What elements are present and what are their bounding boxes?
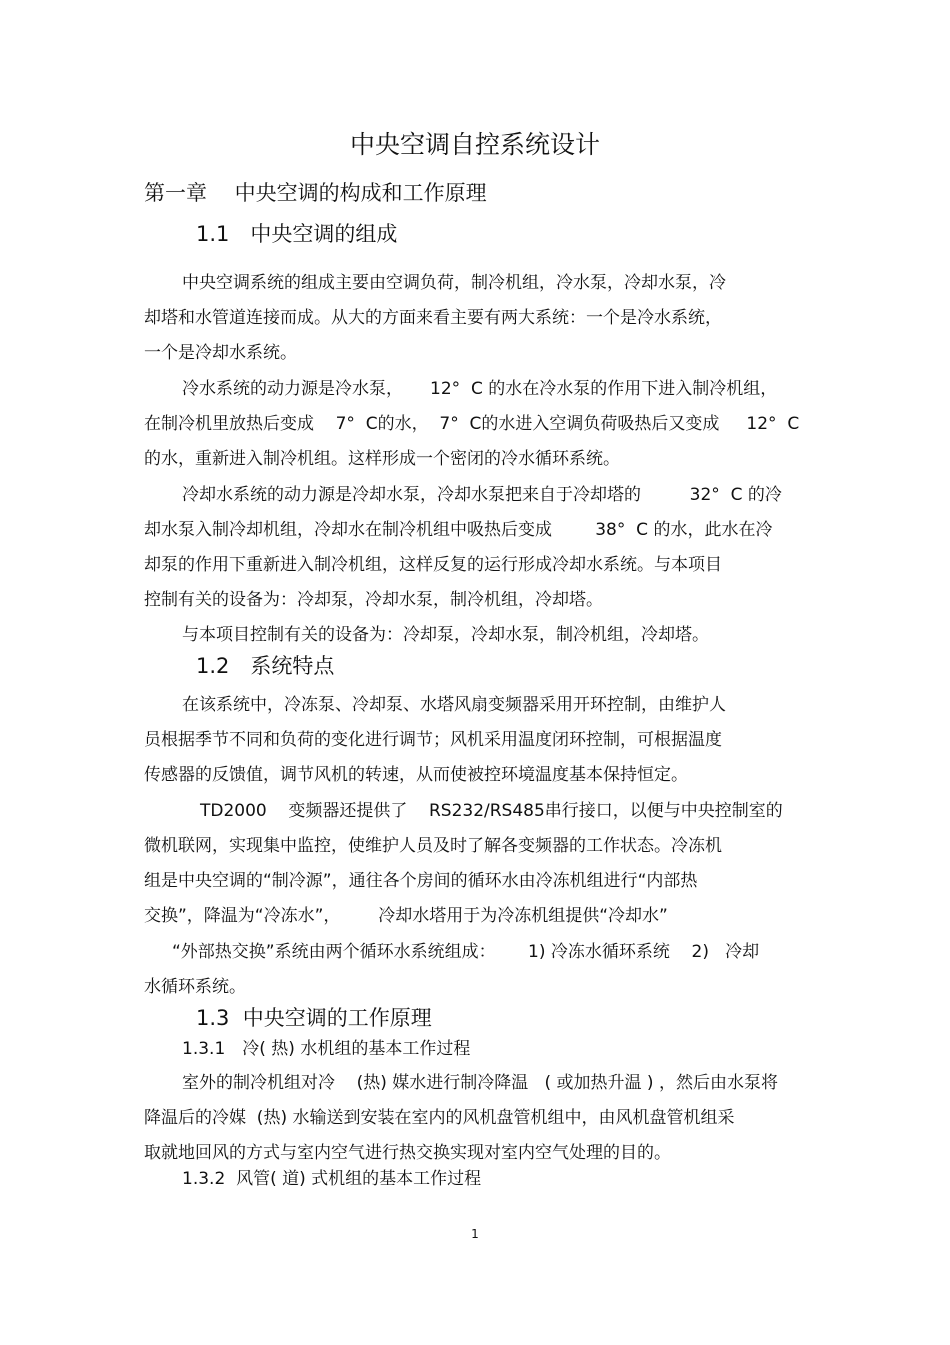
paragraph-line: 组是中央空调的“制冷源”，通往各个房间的循环水由冷冻机组进行“内部热 — [144, 871, 698, 891]
paragraph-line: “外部热交换”系统由两个循环水系统组成： 1) 冷冻水循环系统 2) 冷却 — [172, 942, 760, 962]
paragraph-line: 控制有关的设备为：冷却泵，冷却水泵，制冷机组，冷却塔。 — [144, 590, 603, 610]
page-number: 1 — [471, 1227, 479, 1241]
paragraph-line: 中央空调系统的组成主要由空调负荷，制冷机组，冷水泵，冷却水泵，冷 — [182, 273, 726, 293]
paragraph-line: 却水泵入制冷却机组，冷却水在制冷机组中吸热后变成 38° C 的水，此水在冷 — [144, 520, 773, 540]
section-heading-1-2: 1.2 系统特点 — [196, 654, 335, 678]
paragraph-line: 降温后的冷媒 (热) 水输送到安装在室内的风机盘管机组中，由风机盘管机组采 — [144, 1108, 735, 1128]
paragraph-line: 在制冷机里放热后变成 7° C的水， 7° C的水进入空调负荷吸热后又变成 12° C — [144, 414, 800, 434]
paragraph-line: 微机联网，实现集中监控，使维护人员及时了解各变频器的工作状态。冷冻机 — [144, 836, 722, 856]
paragraph-line: 取就地回风的方式与室内空气进行热交换实现对室内空气处理的目的。 — [144, 1143, 671, 1163]
document-title: 中央空调自控系统设计 — [349, 130, 600, 159]
paragraph-line: 员根据季节不同和负荷的变化进行调节；风机采用温度闭环控制，可根据温度 — [144, 730, 722, 750]
section-heading-1-1: 1.1 中央空调的组成 — [196, 222, 398, 246]
paragraph-line: 水循环系统。 — [144, 977, 246, 997]
paragraph-line: 传感器的反馈值，调节风机的转速，从而使被控环境温度基本保持恒定。 — [144, 765, 688, 785]
paragraph-line: 却泵的作用下重新进入制冷机组，这样反复的运行形成冷却水系统。与本项目 — [144, 555, 722, 575]
subsection-heading-1-3-1: 1.3.1 冷( 热) 水机组的基本工作过程 — [182, 1039, 471, 1059]
paragraph-line: 与本项目控制有关的设备为：冷却泵，冷却水泵，制冷机组，冷却塔。 — [182, 625, 709, 645]
paragraph-line: 冷水系统的动力源是冷水泵， 12° C 的水在冷水泵的作用下进入制冷机组， — [182, 379, 778, 399]
paragraph-line: TD2000 变频器还提供了 RS232/RS485串行接口，以便与中央控制室的 — [200, 801, 783, 821]
paragraph-line: 冷却水系统的动力源是冷却水泵，冷却水泵把来自于冷却塔的 32° C 的冷 — [182, 485, 782, 505]
paragraph-line: 在该系统中，冷冻泵、冷却泵、水塔风扇变频器采用开环控制，由维护人 — [182, 695, 726, 715]
paragraph-line: 一个是冷却水系统。 — [144, 343, 297, 363]
paragraph-line: 的水，重新进入制冷机组。这样形成一个密闭的冷水循环系统。 — [144, 449, 620, 469]
section-heading-1-3: 1.3 中央空调的工作原理 — [196, 1006, 432, 1030]
chapter-heading: 第一章 中央空调的构成和工作原理 — [144, 181, 487, 205]
subsection-heading-1-3-2: 1.3.2 风管( 道) 式机组的基本工作过程 — [182, 1169, 482, 1189]
paragraph-line: 却塔和水管道连接而成。从大的方面来看主要有两大系统：一个是冷水系统， — [144, 308, 722, 328]
paragraph-line: 交换”，降温为“冷冻水”， 冷却水塔用于为冷冻机组提供“冷却水” — [144, 906, 668, 926]
paragraph-line: 室外的制冷机组对冷 (热) 媒水进行制冷降温 ( 或加热升温 ) ，然后由水泵将 — [182, 1073, 778, 1093]
